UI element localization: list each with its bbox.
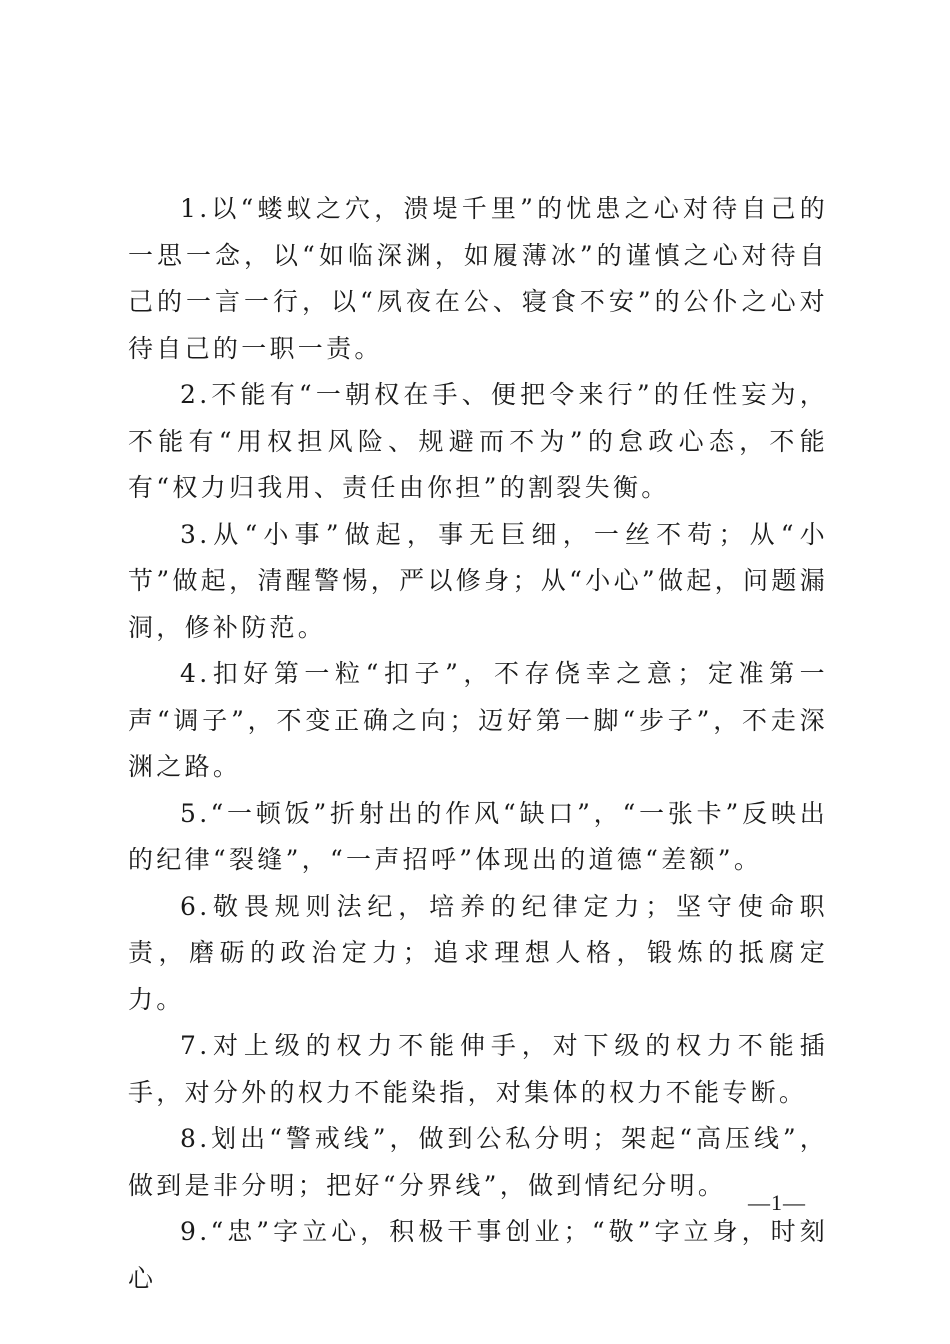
paragraph-5: 5.“一顿饭”折射出的作风“缺口”，“一张卡”反映出的纪律“裂缝”，“一声招呼”体现出的道德“差额”。 xyxy=(128,798,828,874)
page-number: —1— xyxy=(748,1190,806,1215)
paragraph-4: 4.扣好第一粒“扣子”，不存侥幸之意；定准第一声“调子”，不变正确之向；迈好第一脚“步子”，不走深渊之路。 xyxy=(128,659,828,781)
paragraph-3: 3.从“小事”做起，事无巨细，一丝不苟；从“小节”做起，清醒警惕，严以修身；从“小心”做起，问题漏洞，修补防范。 xyxy=(128,519,828,642)
paragraph-8: 8.划出“警戒线”，做到公私分明；架起“高压线”，做到是非分明；把好“分界线”，做到情纪分明。 xyxy=(128,1124,828,1200)
paragraph-1: 1.以“蝼蚁之穴，溃堤千里”的忧患之心对待自己的一思一念，以“如临深渊，如履薄冰”的谨慎之心对待自己的一言一行，以“夙夜在公、寝食不安”的公仆之心对待自己的一职一责。 xyxy=(128,194,828,363)
document-body xyxy=(128,186,828,1302)
paragraph-9: 9.“忠”字立心，积极干事创业；“敬”字立身，时刻心 xyxy=(128,1217,828,1293)
paragraph-7: 7.对上级的权力不能伸手，对下级的权力不能插手，对分外的权力不能染指，对集体的权力不能专断。 xyxy=(128,1031,828,1107)
paragraph-2: 2.不能有“一朝权在手、便把令来行”的任性妄为，不能有“用权担风险、规避而不为”的怠政心态，不能有“权力归我用、责任由你担”的割裂失衡。 xyxy=(128,380,828,502)
paragraph-6: 6.敬畏规则法纪，培养的纪律定力；坚守使命职责，磨砺的政治定力；追求理想人格，锻炼的抵腐定力。 xyxy=(128,891,828,1014)
